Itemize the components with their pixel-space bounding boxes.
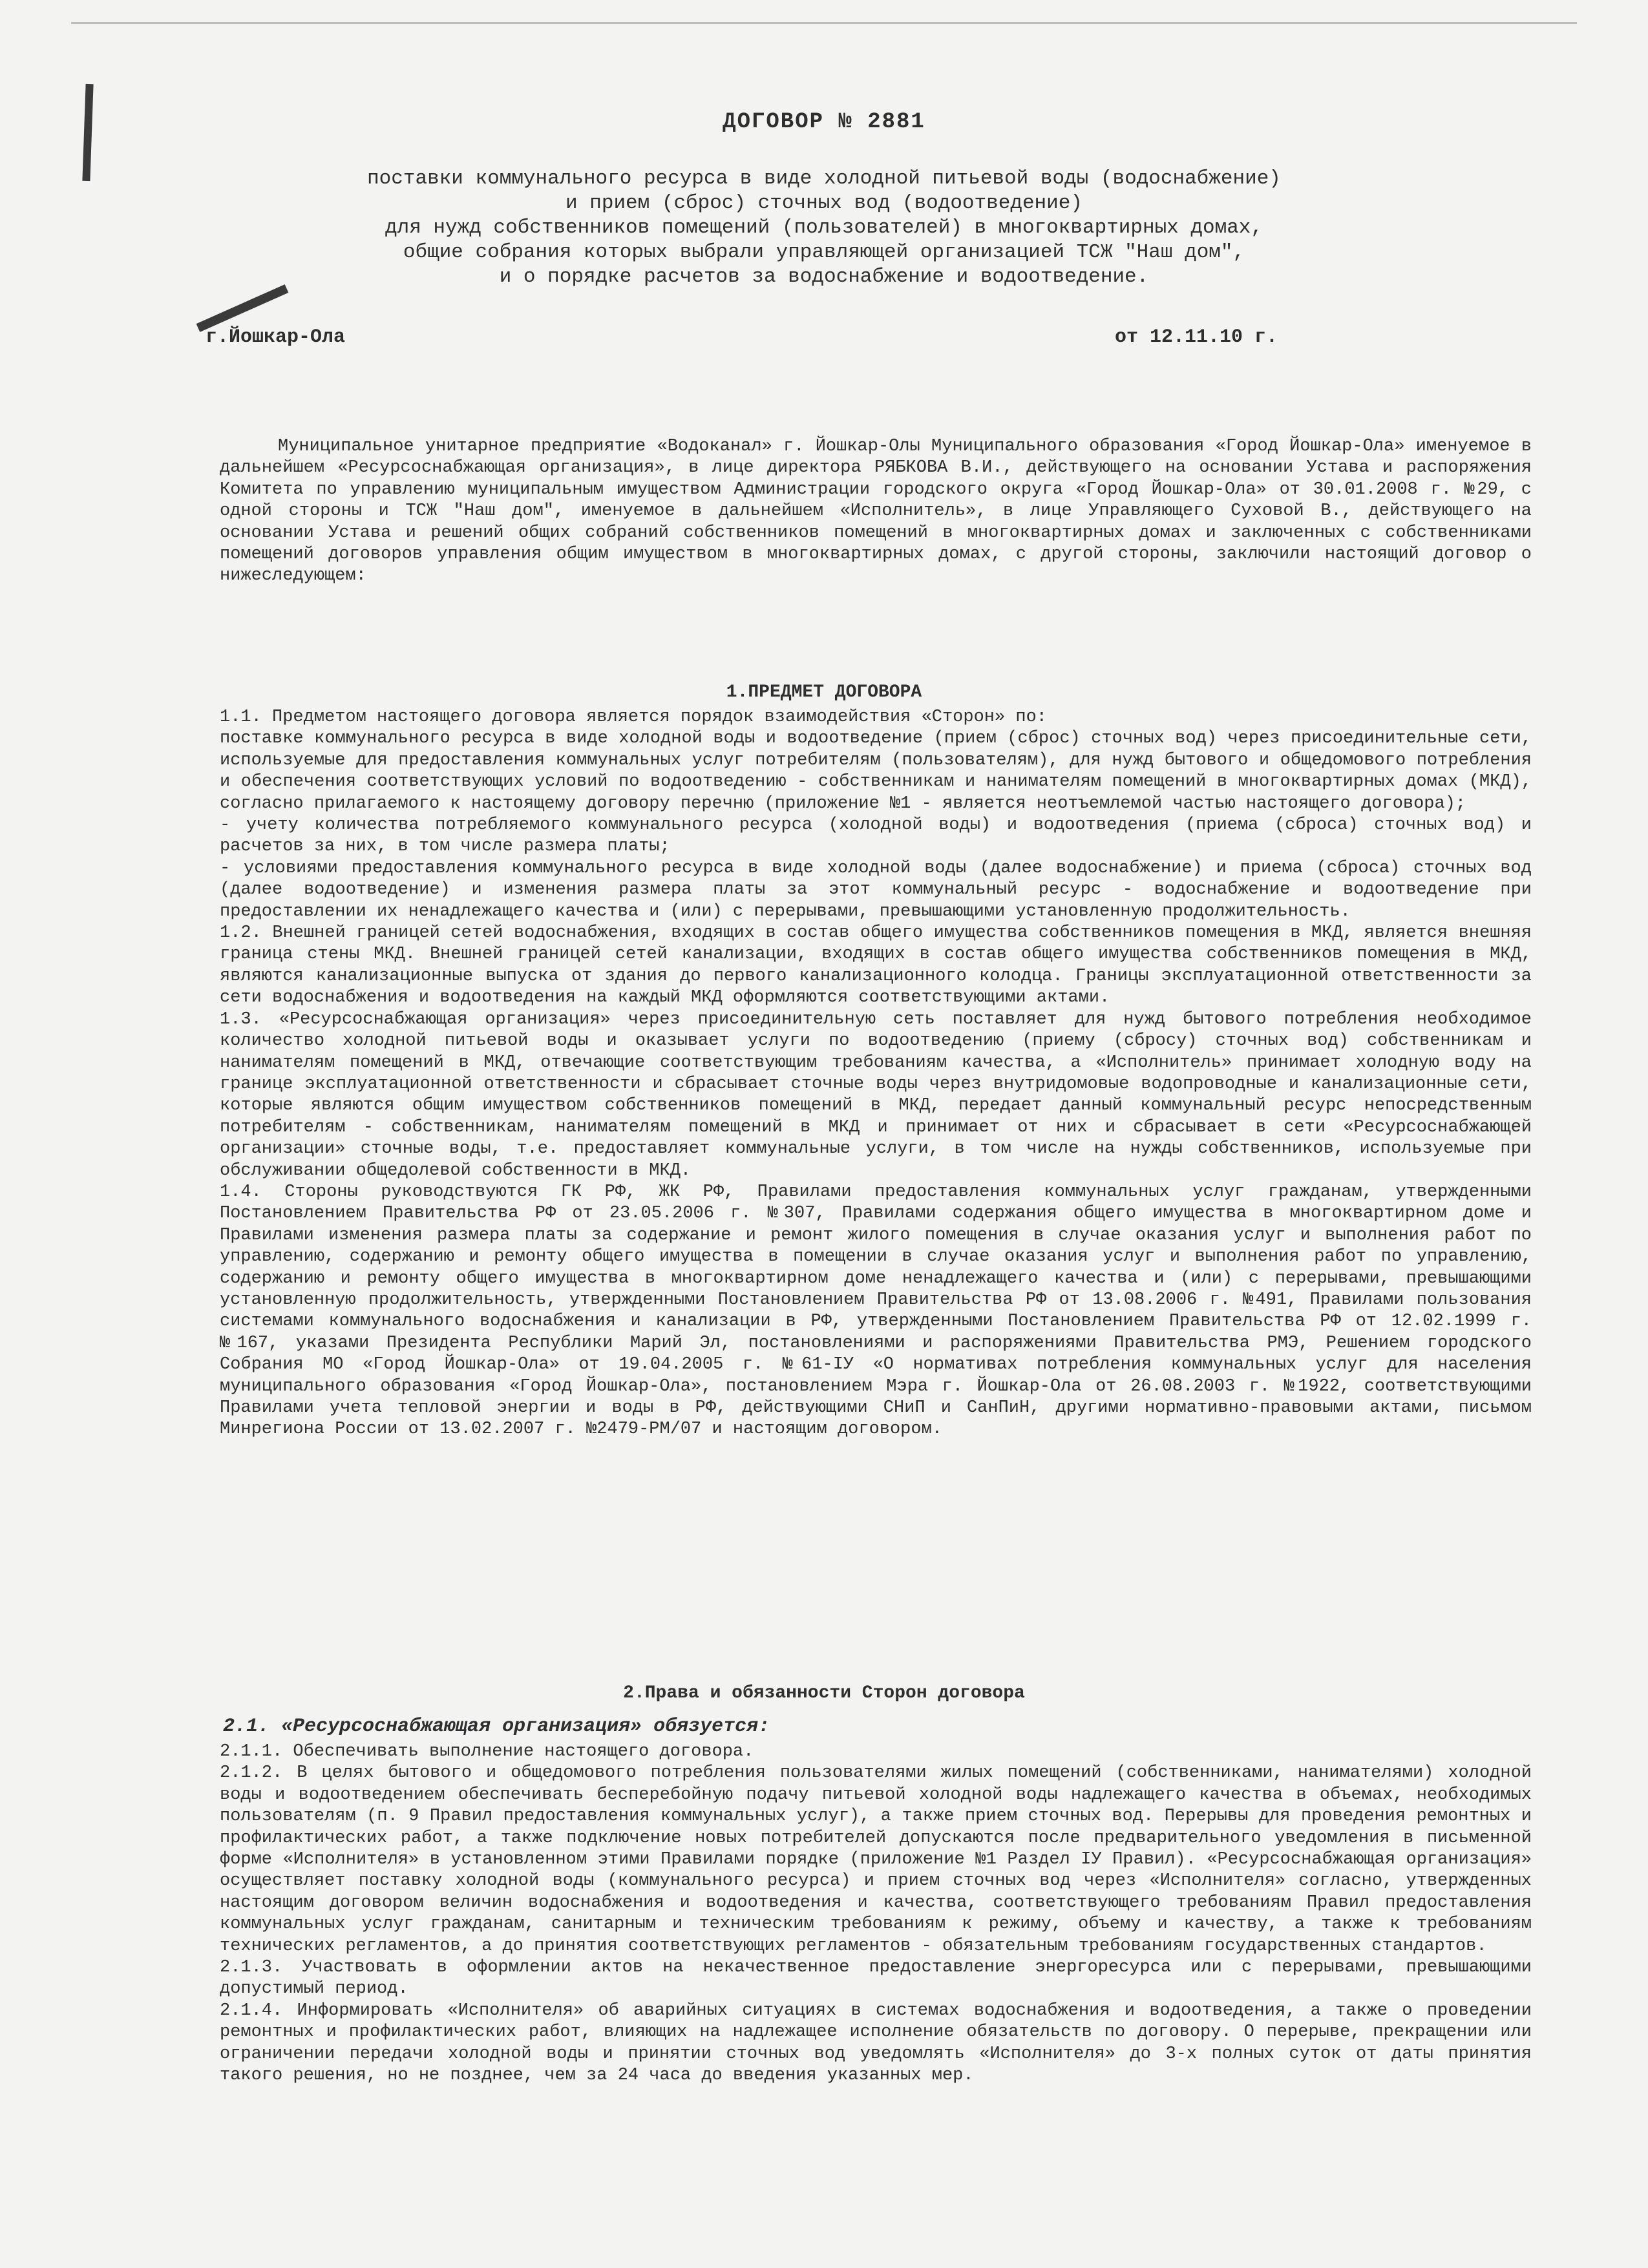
preamble-paragraph: Муниципальное унитарное предприятие «Водоканал» г. Йошкар-Олы Муниципального образования «Город Йошкар-Ола» именуемое в дальнейшем «Ресурсоснабжающая организация», в лице директора РЯБКОВА В.И., действующего на основании Устава и распоряжения Комитета по управлению муниципальным имуществом Администрации городского округа «Город Йошкар-Ола» от 30.01.2008 г. №29, с одной стороны и ТСЖ "Наш дом", именуемое в дальнейшем «Исполнитель», в лице Управляющего Суховой В., действующего на основании Устава и решений общих собраний собственников помещений в многоквартирных домах и заключенных с собственниками помещений договоров управления общим имуществом в многоквартирных домах, с другой стороны, заключили настоящий договор о нижеследующем: (220, 437, 1532, 586)
clause-paragraph: - учету количества потребляемого коммунального ресурса (холодной воды) и водоотведения (приема (сброса) сточных вод) и расчетов за них, в том числе размера платы; (220, 815, 1532, 857)
clause-paragraph: 1.2. Внешней границей сетей водоснабжения, входящих в состав общего имущества собственников помещения в МКД, является внешняя граница стены МКД. Внешней границей сетей канализации, входящих в состав общего имущества собственников помещения в МКД, являются канализационные выпуска от здания до первого канализационного колодца. Границы эксплуатационной ответственности за сети водоснабжения и водоотведения на каждый МКД оформляются соответствующими актами. (220, 923, 1532, 1008)
section-2-subheading: 2.1. «Ресурсоснабжающая организация» обязуется: (223, 1716, 770, 1738)
contract-city: г.Йошкар-Ола (206, 326, 346, 348)
subtitle-line: поставки коммунального ресурса в виде холодной питьевой воды (водоснабжение) (367, 167, 1281, 190)
clause-paragraph: - условиями предоставления коммунального ресурса в виде холодной воды (далее водоснабжение) и приема (сброса) сточных вод (далее водоотведение) и изменения размера платы за этот коммунальный ресурс - водоснабжение и водоотведение при предоставлении их ненадлежащего качества и (или) с перерывами, превышающими установленную продолжительность. (220, 858, 1532, 921)
section-2-heading: 2.Права и обязанности Сторон договора (623, 1683, 1025, 1703)
section-1-heading: 1.ПРЕДМЕТ ДОГОВОРА (726, 682, 922, 702)
contract-date: от 12.11.10 г. (1115, 326, 1278, 348)
pen-slash-mark (196, 284, 289, 332)
page-top-edge (71, 22, 1577, 24)
clause-paragraph: 2.1.3. Участвовать в оформлении актов на некачественное предоставление энергоресурса или с перерывами, превышающими допустимый период. (220, 1958, 1532, 1999)
clause-paragraph: 2.1.2. В целях бытового и общедомового потребления пользователями жилых помещений (собственниками, нанимателями) холодной воды и водоотведением обеспечивать бесперебойную подачу питьевой холодной воды надлежащего качества в объемах, необходимых пользователям (п. 9 Правил предоставления коммунальных услуг), а также прием сточных вод. Перерывы для проведения ремонтных и профилактических работ, а также подключение новых потребителей допускаются после предварительного уведомления в письменной форме «Исполнителя» в установленном этими Правилами порядке (приложение №1 Раздел IУ Правил). «Ресурсоснабжающая организация» осуществляет поставку холодной воды (коммунального ресурса) и прием сточных вод через «Исполнителя» согласно, утвержденных настоящим договором величин водоснабжения и водоотведения и качества, соответствующего требованиям Правил предоставления коммунальных услуг гражданам, санитарным и техническим требованиям к режиму, объему и качеству, а также к требованиям технических регламентов, а до принятия соответствующих регламентов - обязательным требованиям государственных стандартов. (220, 1763, 1532, 1956)
subtitle-line: общие собрания которых выбрали управляющей организацией ТСЖ "Наш дом", (403, 241, 1245, 264)
clause-paragraph: 2.1.4. Информировать «Исполнителя» об аварийных ситуациях в системах водоснабжения и водоотведения, а также о проведении ремонтных и профилактических работ, влияющих на надлежащее исполнение обязательств по договору. О перерыве, прекращении или ограничении передачи холодной воды и принятии сточных вод уведомлять «Исполнителя» до 3-х полных суток от даты принятия такого решения, но не позднее, чем за 24 часа до введения указанных мер. (220, 2000, 1532, 2086)
document-subtitle (220, 167, 1428, 289)
subtitle-line: и о порядке расчетов за водоснабжение и водоотведение. (499, 266, 1149, 288)
document-title: ДОГОВОР № 2881 (723, 110, 925, 134)
clause-paragraph: 1.1. Предметом настоящего договора является порядок взаимодействия «Сторон» по: (220, 708, 1048, 727)
subtitle-line: для нужд собственников помещений (пользователей) в многоквартирных домах, (385, 216, 1263, 239)
clause-paragraph: 1.4. Стороны руководствуются ГК РФ, ЖК РФ, Правилами предоставления коммунальных услуг гражданам, утвержденными Постановлением Правительства РФ от 23.05.2006 г. №307, Правилами содержания общего имущества в многоквартирном доме и Правилами изменения размера платы за содержание и ремонт жилого помещения в случае оказания услуг и выполнения работ по управлению, содержанию и ремонту общего имущества в помещении в случае оказания услуг и выполнения работ по управлению, содержанию и ремонту общего имущества в многоквартирном доме ненадлежащего качества и (или) с перерывами, превышающими установленную продолжительность, утвержденными Постановлением Правительства РФ от 13.08.2006 г. №491, Правилами пользования системами коммунального водоснабжения и канализации в РФ, утвержденными Постановлением Правительства РФ от 12.02.1999 г. №167, указами Президента Республики Марий Эл, постановлениями и распоряжениями Правительства РМЭ, Решением городского Собрания МО «Город Йошкар-Ола» от 19.04.2005 г. №61-IУ «О нормативах потребления коммунальных услуг для населения муниципального образования «Город Йошкар-Ола», постановлением Мэра г. Йошкар-Ола от 26.08.2003 г. №1922, соответствующими Правилами учета тепловой энергии и воды в РФ, действующими СНиП и СанПиН, другими нормативно-правовыми актами, письмом Минрегиона России от 13.02.2007 г. №2479-РМ/07 и настоящим договором. (220, 1182, 1532, 1440)
section-1-body (220, 707, 1532, 1441)
clause-paragraph: 2.1.1. Обеспечивать выполнение настоящего договора. (220, 1742, 754, 1761)
subtitle-line: и прием (сброс) сточных вод (водоотведение) (565, 192, 1083, 215)
clause-paragraph: поставке коммунального ресурса в виде холодной воды и водоотведение (прием (сброс) сточных вод) через присоединительные сети, используемые для предоставления коммунальных услуг потребителям (пользователям), для нужд бытового и общедомового потребления и обеспечения соответствующих условий по водоотведению - собственникам и нанимателям помещений в многоквартирных домах (МКД), согласно прилагаемого к настоящему договору перечню (приложение №1 - является неотъемлемой частью настоящего договора); (220, 729, 1532, 814)
clause-paragraph: 1.3. «Ресурсоснабжающая организация» через присоединительную сеть поставляет для нужд бытового потребления необходимое количество холодной питьевой воды и оказывает услуги по водоотведению (приему (сбросу) сточных вод) собственникам и нанимателям помещений в МКД, отвечающие соответствующим требованиям качества, а «Исполнитель» принимает холодную воду на границе эксплуатационной ответственности и сбрасывает сточные воды через внутридомовые водопроводные и канализационные сети, которые являются общим имуществом собственников помещений в МКД, передает данный коммунальный ресурс непосредственным потребителям - собственникам, нанимателям помещений в МКД и принимает от них и сбрасывает в сети «Ресурсоснабжающей организации» сточные воды, т.е. предоставляет коммунальные услуги, в том числе на нужды собственников, используемые при обслуживании общедолевой собственности в МКД. (220, 1009, 1532, 1181)
section-2-body (220, 1741, 1532, 2087)
